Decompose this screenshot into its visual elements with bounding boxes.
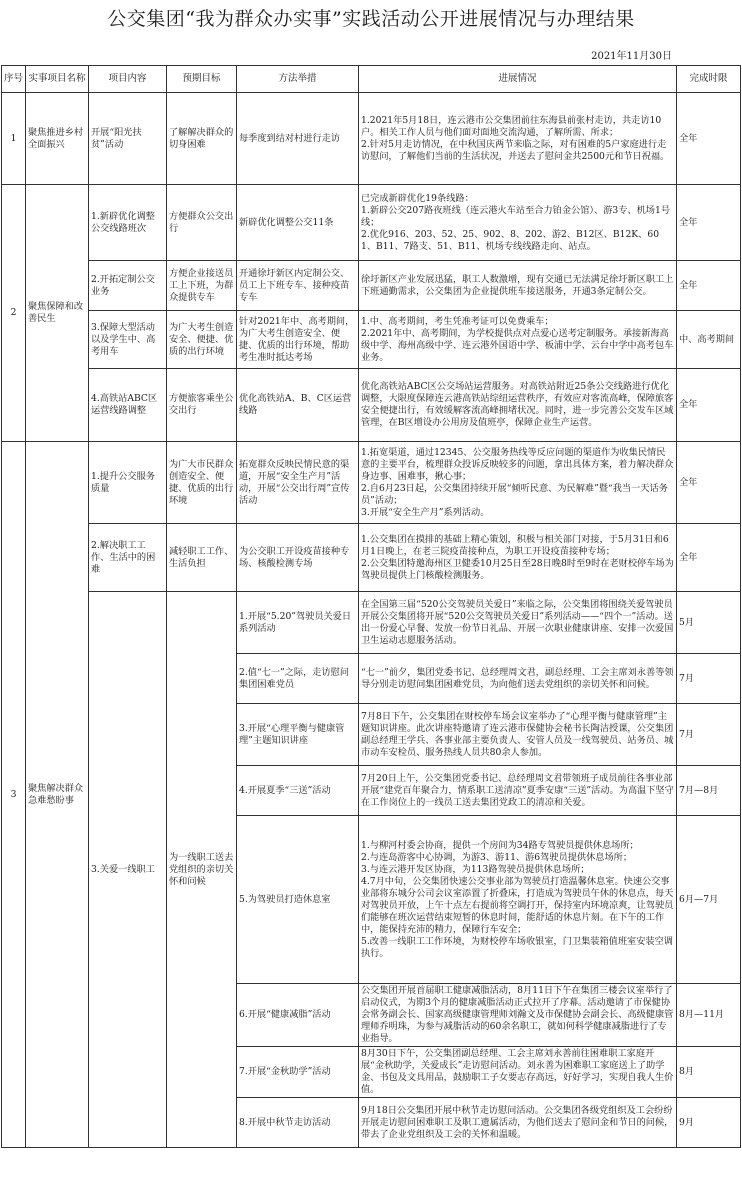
project-deadline: 全年 — [677, 524, 741, 592]
project-deadline: 中、高考期间 — [677, 311, 741, 369]
progress-line: 2.2021年中、高考期间，为学校提供点对点爱心送考定制服务。承接新海高级中学、海州高级中学、连云港外国语中学、板浦中学、云台中学中高考包车业务。 — [361, 327, 674, 363]
sub-deadline: 7月—8月 — [677, 766, 741, 816]
table-row — [2, 93, 741, 185]
sub-progress: “七一”前夕，集团党委书记、总经理周文君，副总经理、工会主席刘永善等领导分别走访慰问集团困难党员，为向他们送去党组织的亲切关怀和问候。 — [359, 654, 677, 704]
sub-progress — [359, 816, 677, 984]
project-progress — [359, 524, 677, 592]
project-content: 2.开拓定制公交业务 — [89, 261, 167, 311]
sub-method: 6.开展“健康减脂”活动 — [237, 984, 359, 1047]
project-method: 优化高铁站A、B、C区运营线路 — [237, 369, 359, 442]
project-content: 3.保障大型活动以及学生中、高考用车 — [89, 311, 167, 369]
project-method: 为公交职工开设疫苗接种专场、核酸检测专场 — [237, 524, 359, 592]
progress-line: 1.2021年5月18日，连云港市公交集团前往东海县前张村走访，共走访10户。相关工作人员与他们面对面地交流沟通，了解所需、所求； — [361, 114, 662, 138]
sub-progress: 7月8日下午，公交集团在财校停车场会议室举办了“心理平衡与健康管理”主题知识讲座。此次讲座特邀请了连云港市保健协会秘书长陶洁授课，公交集团副总经理王学兵、各事业部主要负责人、安管人员及一线驾驶员、站务员、城市动车安检员、服务热线人员共80余人参加。 — [359, 704, 677, 766]
subproject-target: 为一线职工送去党组织的亲切关怀和问候 — [167, 592, 237, 1148]
sub-deadline: 9月 — [677, 1098, 741, 1148]
table-row — [2, 185, 741, 261]
table-row — [2, 442, 741, 524]
project-progress — [359, 261, 677, 311]
sub-progress: 在全国第三届“520公交驾驶员关爱日”来临之际，公交集团将围绕关爱驾驶员开展公交集团将开展“520公交驾驶员关爱日”系列活动——“四个一”活动。送出一份爱心早餐、发放一份节日礼品、开展一次职业健康讲座、安排一次爱国卫生运动志愿服务活动。 — [359, 592, 677, 654]
header-project-name: 实事项目名称 — [26, 66, 89, 93]
sub-deadline: 5月 — [677, 592, 741, 654]
project-progress — [359, 442, 677, 524]
project-deadline: 全年 — [677, 261, 741, 311]
sub-method: 7.开展“金秋助学”活动 — [237, 1047, 359, 1098]
project-target: 为广大考生创造安全、便捷、优质的出行环境 — [167, 311, 237, 369]
sub-method: 8.开展中秋节走访活动 — [237, 1098, 359, 1148]
sub-deadline: 6月—7月 — [677, 816, 741, 984]
progress-line: 3.开展“安全生产月”系列活动。 — [361, 506, 490, 518]
project-target: 了解解决群众的切身困难 — [167, 93, 237, 185]
project-method: 开通徐圩新区内定制公交、员工上下班专车、接种疫苗专车 — [237, 261, 359, 311]
project-deadline: 全年 — [677, 185, 741, 261]
table-row — [2, 592, 741, 654]
project-target: 方便旅客乘坐公交出行 — [167, 369, 237, 442]
group-name: 聚焦保障和改善民生 — [26, 185, 89, 442]
project-progress — [359, 93, 677, 185]
page-title: 公交集团“我为群众办实事”实践活动公开进展情况与办理结果 — [107, 8, 635, 30]
project-target: 减轻职工工作、生活负担 — [167, 524, 237, 592]
project-deadline: 全年 — [677, 93, 741, 185]
project-method: 拓宽群众反映民情民意的渠道，开展“安全生产月”活动，开展“公交出行周”宣传活动 — [237, 442, 359, 524]
progress-line: 已完成新辟优化19条线路： — [361, 192, 474, 204]
progress-line: 3.与连云港开发区协商，为113路驾驶员提供休息场所； — [361, 863, 590, 875]
sub-progress: 9月18日公交集团开展中秋节走访慰问活动。公交集团各级党组织及工会纷纷开展走访慰问困难职工及职工遗属活动，为他们送去了慰问金和节日的问候，带去了企业党组织及工会的关怀和温暖。 — [359, 1098, 677, 1148]
table-row — [2, 369, 741, 442]
group-no: 3 — [2, 442, 26, 1148]
project-deadline: 全年 — [677, 442, 741, 524]
sub-method: 3.开展“心理平衡与健康管理”主题知识讲座 — [237, 704, 359, 766]
sub-progress: 公交集团开展首届职工健康减脂活动，8月11日下午在集团三楼会议室举行了启动仪式，为期3个月的健康减脂活动正式拉开了序幕。活动邀请了市保健协会常务副会长、国家高级健康管理师刘瀚文及市保健协会副会长、高级健康管理师乔明珠，为参与减脂活动的60余名职工，就如何科学健康减脂进行了专业指导。 — [359, 984, 677, 1047]
progress-line: 2.公交集团特邀海州区卫健委10月25日至28日晚8时至9时在老财校停车场为驾驶员提供上门核酸检测服务。 — [361, 557, 674, 581]
progress-line: 4.7月中旬，公交集团快速公交事业部为驾驶员打造温馨休息室。快速公交事业部将东城分公司会议室添置了折叠床，打造成为驾驶员午休的休息点，每天对驾驶员开放，上午十点左右提前将空调打开，保持室内环境凉爽，让驾驶员们能够在班次运营结束短暂的休息时间，能舒适的休息片刻。在下午的工作中，能保持充沛的精力，保障行车安全； — [361, 875, 674, 935]
header-target: 预期目标 — [167, 66, 237, 93]
sub-deadline: 7月 — [677, 704, 741, 766]
group-no: 2 — [2, 185, 26, 442]
header-no: 序号 — [2, 66, 26, 93]
progress-line: 2.与连岛游客中心协调，为游3、游11、游6驾驶员提供休息场所； — [361, 851, 633, 863]
table-row — [2, 261, 741, 311]
project-method: 针对2021年中、高考期间，为广大考生创造安全、便捷、优质的出行环境，帮助考生准时抵达考场 — [237, 311, 359, 369]
table-row — [2, 311, 741, 369]
progress-line: 1.公交集团在摸排的基础上精心策划，积极与相关部门对接，于5月31日和6月1日晚上，在老三院疫苗接种点，为职工开设疫苗接种专场； — [361, 533, 669, 557]
sub-deadline: 8月 — [677, 1047, 741, 1098]
sub-progress: 7月20日上午，公交集团党委书记、总经理周文君带领班子成员前往各事业部开展“建党百年聚合力，情系职工送清凉”夏季安康“三送”活动。为高温下坚守在工作岗位上的一线员工送去集团党政工的清凉和关爱。 — [359, 766, 677, 816]
project-progress — [359, 185, 677, 261]
sub-deadline: 8月—11月 — [677, 984, 741, 1047]
project-target: 方便企业接送员工上下班，为群众提供专车 — [167, 261, 237, 311]
progress-line: 优化高铁站ABC区公交场站运营服务。对高铁站附近25条公交线路进行优化调整，大限度保障连云港高铁站综纽运营秩序，有效应对客流高峰，保障旅客安全便捷出行，有效缓解客流高峰拥堵状况。同时，进一步完善公交发车区域管理，在B区增设办公用房及值班亭，保障企业生产运营。 — [361, 381, 674, 428]
group-name: 聚焦解决群众急难愁盼事 — [26, 442, 89, 1148]
sub-method: 5.为驾驶员打造休息室 — [237, 816, 359, 984]
progress-line: 2.优化916、203、52、25、902、8、202、游2、B12区、B12K、601、B11、7路支、51、B11、机场专线线路走向、站点。 — [361, 228, 660, 252]
project-content: 开展“阳光扶贫”活动 — [89, 93, 167, 185]
project-progress — [359, 369, 677, 442]
header-deadline: 完成时限 — [677, 66, 741, 93]
project-content: 2.解决职工工作、生活中的困难 — [89, 524, 167, 592]
project-progress — [359, 311, 677, 369]
progress-line: 1.中、高考期间，考生凭准考证可以免费乘车； — [361, 315, 554, 327]
sub-deadline: 7月 — [677, 654, 741, 704]
table-row — [2, 524, 741, 592]
subproject-content: 3.关爱一线职工 — [89, 592, 167, 1148]
project-content: 1.新辟优化调整公交线路班次 — [89, 185, 167, 261]
sub-method: 2.值“七一”之际，走访慰问集团困难党员 — [237, 654, 359, 704]
progress-line: 徐圩新区产业发展迅猛，职工人数激增，现有交通已无法满足徐圩新区职工上下班通勤需求，公交集团为企业提供班车接送服务，开通3条定制公交。 — [361, 273, 674, 297]
progress-line: 1.拓宽渠道，通过12345、公交服务热线等反应问题的渠道作为收集民情民意的主要平台，梳理群众投诉反映较多的问题，拿出具体方案，着力解决群众身边事、困难事，揪心事； — [361, 446, 674, 482]
progress-line: 1.与柳河村委会协商，提供一个房间为34路专驾驶员提供休息场所； — [361, 839, 639, 851]
report-date: 2021年11月30日 — [591, 51, 672, 62]
sub-method: 4.开展夏季“三送”活动 — [237, 766, 359, 816]
project-target: 方便群众公交出行 — [167, 185, 237, 261]
header-method: 方法举措 — [237, 66, 359, 93]
project-target: 为广大市民群众创造安全、便捷、优质的出行环境 — [167, 442, 237, 524]
progress-line: 2.针对5月走访情况，在中秋国庆两节来临之际，对有困难的5户家庭进行走访慰问，了解他们当前的生活状况，并送去了慰问金共2500元和节日祝福。 — [361, 138, 670, 162]
sub-progress: 8月30日下午，公交集团副总经理、工会主席刘永善前往困难职工家庭开展“金秋助学，关爱成长”走访慰问活动。刘永善为困难职工家庭送上了助学金、书包及文具用品，鼓励职工子女要志存高远，好好学习，实现自我人生价值。 — [359, 1047, 677, 1098]
project-method: 每季度到结对村进行走访 — [237, 93, 359, 185]
progress-line: 1.新辟公交207路夜班线（连云港火车站至合力铂金公馆）、游3专、机场1号线； — [361, 204, 671, 228]
progress-table — [1, 65, 741, 1148]
header-content: 项目内容 — [89, 66, 167, 93]
group-no: 1 — [2, 93, 26, 185]
progress-line: 5.改善一线职工工作环境，为财校停车场收银室，门卫集装箱值班室安装空调执行。 — [361, 935, 673, 959]
header-progress: 进展情况 — [359, 66, 677, 93]
project-content: 4.高铁站ABC区运营线路调整 — [89, 369, 167, 442]
project-method: 新辟优化调整公交11条 — [237, 185, 359, 261]
project-deadline: 全年 — [677, 369, 741, 442]
header-row — [2, 66, 741, 93]
group-name: 聚焦推进乡村全面振兴 — [26, 93, 89, 185]
progress-line: 2.自6月23日起，公交集团持续开展“倾听民意、为民解难”暨“我当一天话务员”活动； — [361, 482, 668, 506]
sub-method: 1.开展“5.20”驾驶员关爱日系列活动 — [237, 592, 359, 654]
project-content: 1.提升公交服务质量 — [89, 442, 167, 524]
